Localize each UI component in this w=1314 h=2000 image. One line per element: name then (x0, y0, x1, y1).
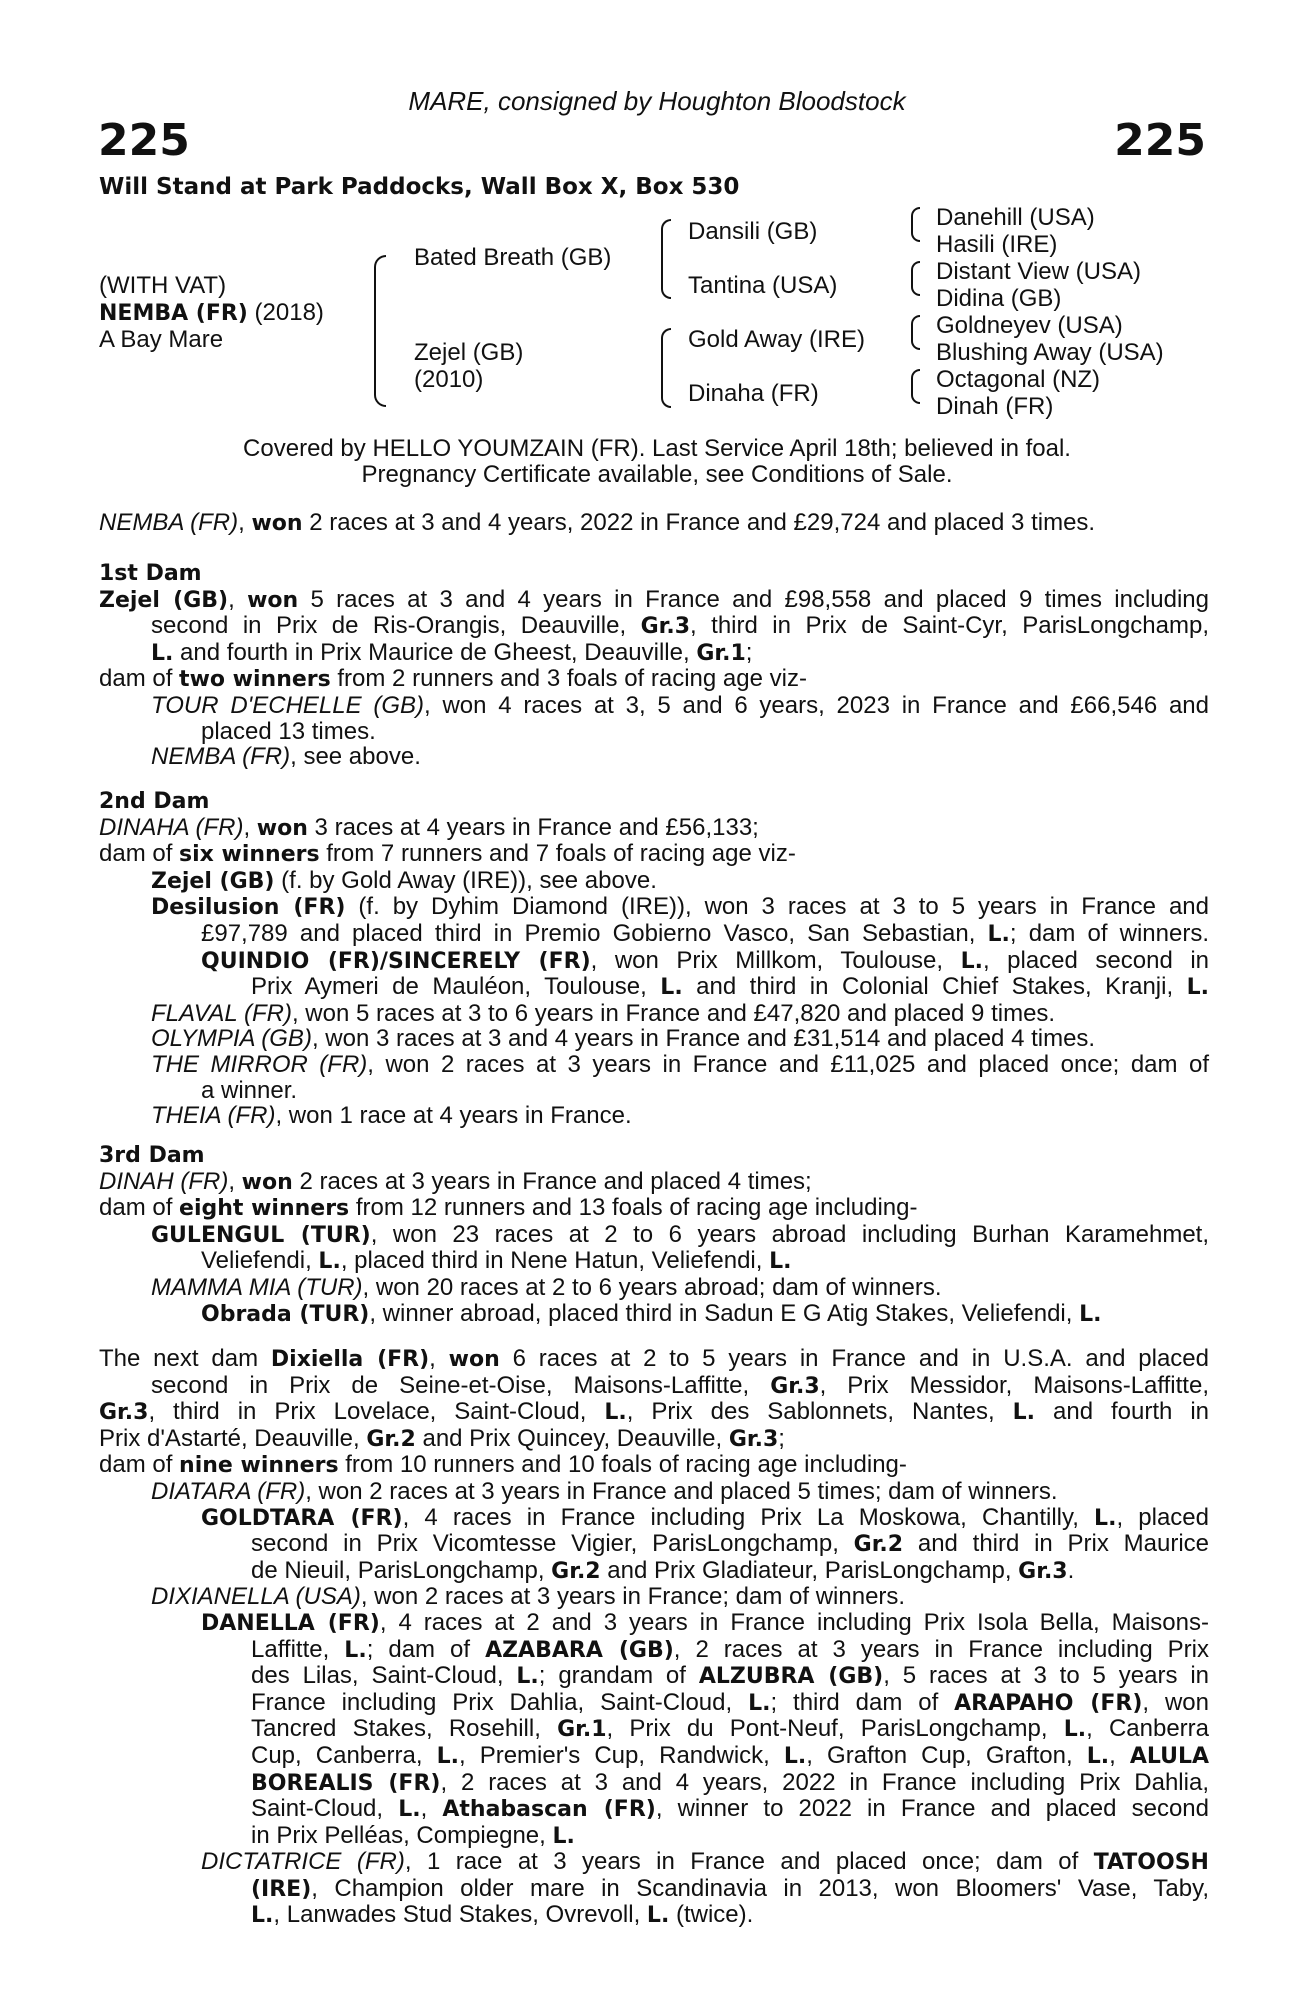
text-line (99, 1399, 1209, 1426)
text-segment: , 1 race at 3 years in France and placed once; dam of (404, 1848, 1094, 1876)
text-segment: NEMBA (FR) (151, 743, 291, 771)
text-segment: second in Prix de Seine-et-Oise, Maisons-Laffitte, (151, 1371, 771, 1399)
text-segment: Desilusion (FR) (151, 895, 346, 921)
text-segment: and Prix Gladiateur, ParisLongchamp, (600, 1556, 1019, 1584)
text-segment: , Prix Messidor, Maisons-Laffitte, (819, 1371, 1209, 1399)
text-segment: , won Prix Millkom, Toulouse, (590, 946, 961, 974)
stand-location: Will Stand at Park Paddocks, Wall Box X, Box 530 (99, 174, 740, 200)
text-segment: , Premier's Cup, Randwick, (458, 1741, 784, 1769)
summary-won: won (251, 511, 303, 536)
text-segment: £97,789 and placed third in Premio Gobierno Vasco, San Sebastian, (201, 919, 988, 947)
text-segment: , placed third in Nene Hatun, Veliefendi, (340, 1247, 770, 1275)
text-segment: L. (318, 1249, 341, 1275)
text-segment: Gr.3 (640, 614, 691, 640)
consignor-line: MARE, consigned by Houghton Bloodstock (408, 86, 906, 116)
text-segment: in Prix Pelléas, Compiegne, (251, 1821, 553, 1849)
text-segment: ; dam of (366, 1635, 486, 1663)
text-line (99, 868, 1209, 895)
horse-name-line (99, 299, 324, 327)
text-segment: Gr.3 (1018, 1558, 1068, 1584)
third-dam-section (99, 1143, 1209, 1327)
text-segment: , (1109, 1741, 1130, 1769)
text-segment: , won 2 races at 3 years in France; dam of winners. (360, 1583, 906, 1611)
text-segment: , won 2 races at 3 years in France and placed 5 times; dam of winners. (305, 1477, 1058, 1505)
text-segment: L. (436, 1743, 459, 1769)
text-segment: DINAHA (FR) (99, 813, 244, 841)
text-segment: dam of (99, 1194, 180, 1222)
next-dam-section (99, 1346, 1209, 1929)
text-line (99, 1716, 1209, 1743)
text-line (99, 587, 1209, 614)
sire: Bated Breath (GB) (414, 244, 612, 271)
text-line (99, 1531, 1209, 1558)
text-segment: , Grafton Cup, Grafton, (806, 1741, 1087, 1769)
text-segment: , (228, 1167, 242, 1195)
text-line (99, 744, 1209, 770)
text-segment: and Prix Quincey, Deauville, (415, 1424, 729, 1452)
text-segment: won (241, 1169, 293, 1195)
text-line (99, 1663, 1209, 1690)
pedigree-brace-3d (911, 369, 920, 404)
text-segment: FLAVAL (FR) (151, 999, 292, 1027)
text-segment: , Prix du Pont-Neuf, ParisLongchamp, (606, 1715, 1064, 1743)
text-segment: ; grandam of (538, 1662, 699, 1690)
text-segment: Dixiella (FR) (270, 1347, 430, 1372)
text-segment: L. (1063, 1717, 1087, 1743)
pedigree-brace-3c (911, 315, 920, 350)
text-segment: nine winners (179, 1453, 339, 1479)
text-segment: and third in Prix Maurice (903, 1530, 1209, 1558)
gen2-1: Dansili (GB) (688, 218, 818, 245)
text-segment: from 7 runners and 7 foals of racing age viz- (319, 840, 796, 868)
text-segment: , winner abroad, placed third in Sadun E G Atig Stakes, Veliefendi, (369, 1299, 1080, 1327)
text-segment: , (243, 813, 257, 841)
text-segment: , 5 races at 3 to 5 years in (883, 1662, 1209, 1690)
text-segment: Gr.2 (366, 1426, 416, 1452)
text-segment: (f. by Dyhim Diamond (IRE)), won 3 races at 3 to 5 years in France and (345, 893, 1210, 921)
text-segment: Laffitte, (251, 1635, 345, 1663)
text-segment: placed 13 times. (201, 717, 376, 745)
text-line (99, 1052, 1209, 1078)
text-segment: , won 1 race at 4 years in France. (275, 1102, 632, 1130)
text-segment: , won 23 races at 2 to 6 years abroad including Burhan Karamehmet, (370, 1220, 1210, 1248)
text-segment: (IRE) (251, 1876, 312, 1902)
text-segment: L. (398, 1797, 421, 1823)
text-segment: Cup, Canberra, (251, 1741, 437, 1769)
text-segment: , placed (1116, 1503, 1209, 1531)
text-line (99, 1479, 1209, 1505)
third-dam-heading: 3rd Dam (99, 1143, 205, 1168)
text-segment: , Lanwades Stud Stakes, Ovrevoll, (273, 1901, 647, 1929)
text-segment: Gr.3 (99, 1400, 149, 1426)
text-segment: won (256, 815, 308, 841)
gen3-3: Distant View (USA) (936, 258, 1141, 285)
text-segment: L. (251, 1903, 274, 1929)
text-line (99, 1743, 1209, 1770)
text-segment: and fourth in (1035, 1398, 1209, 1426)
text-segment: , won 20 races at 2 to 6 years abroad; dam of winners. (362, 1273, 942, 1301)
text-segment: , see above. (290, 743, 421, 771)
text-segment: , 2 races at 3 years in France including Prix (673, 1635, 1210, 1663)
text-segment: , (420, 1795, 443, 1823)
text-segment: DANELLA (FR) (201, 1610, 380, 1636)
text-line (99, 1346, 1209, 1373)
gen2-4: Dinaha (FR) (688, 380, 819, 407)
text-segment: GOLDTARA (FR) (201, 1505, 403, 1531)
text-segment: DIATARA (FR) (151, 1477, 306, 1505)
text-segment: Athabascan (FR) (442, 1797, 656, 1823)
text-segment: Gr.1 (557, 1717, 607, 1743)
dam-year: (2010) (414, 366, 484, 393)
text-line (99, 1902, 1209, 1929)
text-segment: L. (1094, 1505, 1117, 1531)
text-segment: from 2 runners and 3 foals of racing age viz- (330, 665, 807, 693)
text-line (99, 1796, 1209, 1823)
covering-line-2: Pregnancy Certificate available, see Conditions of Sale. (361, 461, 953, 488)
gen3-4: Didina (GB) (936, 285, 1062, 312)
text-segment: , third in Prix Lovelace, Saint-Cloud, (148, 1398, 605, 1426)
text-line (99, 1195, 1209, 1222)
first-dam-heading: 1st Dam (99, 561, 202, 586)
text-line (99, 613, 1209, 640)
text-line (99, 1001, 1209, 1027)
text-segment: L. (1079, 1301, 1102, 1327)
text-segment: Prix Aymeri de Mauléon, Toulouse, (251, 973, 661, 1001)
text-segment: BOREALIS (FR) (251, 1770, 441, 1796)
text-segment: DIXIANELLA (USA) (151, 1583, 361, 1611)
text-segment: Obrada (TUR) (201, 1301, 370, 1327)
text-segment: from 12 runners and 13 foals of racing age including- (349, 1194, 918, 1222)
text-segment: L. (960, 948, 983, 974)
text-segment: , won 2 races at 3 years in France and £11,025 and placed once; dam of (367, 1050, 1210, 1078)
text-segment: , 4 races in France including Prix La Moskowa, Chantilly, (402, 1503, 1095, 1531)
gen3-1: Danehill (USA) (936, 204, 1095, 231)
text-segment: THEIA (FR) (151, 1102, 276, 1130)
text-segment: eight winners (179, 1196, 350, 1222)
text-segment: (f. by Gold Away (IRE)), see above. (274, 866, 657, 894)
text-segment: , (429, 1345, 449, 1372)
text-segment: TOUR D'ECHELLE (GB) (151, 691, 425, 719)
text-segment: L. (987, 921, 1010, 947)
text-segment: a winner. (201, 1076, 298, 1104)
text-line (99, 1610, 1209, 1637)
text-segment: won (247, 587, 299, 613)
text-segment: L. (769, 1249, 792, 1275)
text-segment: , (228, 585, 248, 613)
text-segment: , 2 races at 3 and 4 years, 2022 in France including Prix Dahlia, (440, 1768, 1209, 1796)
text-segment: Gr.3 (728, 1426, 779, 1452)
text-segment: MAMMA MIA (TUR) (151, 1273, 363, 1301)
text-segment: dam of (99, 665, 180, 693)
text-segment: , won 3 races at 3 and 4 years in France and £31,514 and placed 4 times. (311, 1025, 1096, 1053)
summary-text: 2 races at 3 and 4 years, 2022 in France and £29,724 and placed 3 times. (302, 509, 1096, 536)
pedigree-brace-2b (661, 328, 671, 408)
text-line (99, 1452, 1209, 1479)
text-segment: , Champion older mare in Scandinavia in 2013, won Bloomers' Vase, Taby, (311, 1874, 1209, 1902)
text-segment: L. (646, 1903, 670, 1929)
text-line (99, 1584, 1209, 1610)
text-line (99, 1849, 1209, 1876)
text-segment: Saint-Cloud, (251, 1795, 399, 1823)
text-segment: TATOOSH (1093, 1850, 1209, 1876)
text-segment: Gr.2 (853, 1532, 904, 1558)
text-segment: and third in Colonial Chief Stakes, Kranji, (682, 973, 1187, 1001)
text-line (99, 1426, 1209, 1453)
gen2-2: Tantina (USA) (688, 272, 838, 299)
text-segment: second in Prix de Ris-Orangis, Deauville, (151, 612, 641, 640)
text-segment: from 10 runners and 10 foals of racing age including- (338, 1451, 907, 1479)
text-segment: L. (1186, 975, 1209, 1001)
pedigree-brace-2a (661, 219, 671, 299)
gen3-6: Blushing Away (USA) (936, 339, 1164, 366)
text-line (99, 1248, 1209, 1275)
pedigree-brace-3b (911, 261, 920, 296)
gen3-5: Goldneyev (USA) (936, 312, 1123, 339)
text-segment: ; (745, 638, 753, 666)
text-line (99, 948, 1209, 975)
text-segment: Zejel (GB) (99, 587, 229, 613)
first-dam-section (99, 561, 1209, 770)
text-segment: , won (1142, 1688, 1209, 1716)
text-segment: 6 races at 2 to 5 years in France and in U.S.A. and placed (499, 1345, 1209, 1372)
text-line (99, 1690, 1209, 1717)
text-segment: de Nieuil, ParisLongchamp, (251, 1556, 552, 1584)
dam: Zejel (GB) (414, 339, 524, 366)
horse-description: A Bay Mare (99, 326, 224, 353)
text-segment: France including Prix Dahlia, Saint-Cloud, (251, 1688, 749, 1716)
text-segment: L. (748, 1690, 771, 1716)
text-line (99, 1222, 1209, 1249)
gen3-7: Octagonal (NZ) (936, 366, 1101, 393)
gen3-8: Dinah (FR) (936, 393, 1054, 420)
text-segment: , placed second in (982, 946, 1209, 974)
text-segment: 2 races at 3 years in France and placed 4 times; (292, 1167, 812, 1195)
text-segment: L. (344, 1637, 367, 1663)
text-segment: The next dam (99, 1345, 271, 1372)
text-segment: , 4 races at 2 and 3 years in France including Prix Isola Bella, Maisons- (379, 1608, 1209, 1636)
lot-number-right: 225 (1114, 115, 1206, 166)
text-segment: DINAH (FR) (99, 1167, 229, 1195)
text-segment: Veliefendi, (201, 1247, 319, 1275)
text-segment: L. (604, 1400, 627, 1426)
text-segment: , third in Prix de Saint-Cyr, ParisLongchamp, (690, 612, 1209, 640)
text-segment: (twice). (669, 1901, 754, 1929)
text-segment: 3 races at 4 years in France and £56,133; (307, 813, 759, 841)
text-segment: , won 4 races at 3, 5 and 6 years, 2023 in France and £66,546 and (424, 691, 1209, 719)
text-segment: and fourth in Prix Maurice de Gheest, Deauville, (173, 638, 697, 666)
text-segment: , winner to 2022 in France and placed second (655, 1795, 1209, 1823)
text-segment: DICTATRICE (FR) (201, 1848, 405, 1876)
text-segment: ; (778, 1424, 785, 1452)
text-segment: ; dam of winners. (1009, 919, 1209, 947)
horse-year: (2018) (254, 299, 324, 326)
text-line (99, 894, 1209, 921)
text-segment: , Prix des Sablonnets, Nantes, (626, 1398, 1013, 1426)
text-line (99, 841, 1209, 868)
second-dam-section (99, 789, 1209, 1129)
text-segment: Zejel (GB) (151, 868, 275, 894)
text-line (99, 1103, 1209, 1129)
text-segment: . (1067, 1556, 1075, 1584)
text-segment: ALZUBRA (GB) (698, 1664, 884, 1690)
lot-number-left: 225 (98, 115, 190, 166)
text-segment: OLYMPIA (GB) (151, 1025, 312, 1053)
text-line (99, 1169, 1209, 1196)
pedigree-brace-1 (374, 255, 386, 407)
text-line (99, 1275, 1209, 1301)
text-segment: dam of (99, 840, 180, 868)
second-dam-heading: 2nd Dam (99, 789, 210, 814)
text-segment: ; third dam of (770, 1688, 955, 1716)
text-line (99, 1558, 1209, 1585)
text-line (99, 1026, 1209, 1052)
text-segment: Prix d'Astarté, Deauville, (99, 1424, 367, 1452)
text-segment: ALULA (1129, 1743, 1209, 1769)
text-line (99, 1373, 1209, 1400)
horse-summary (99, 510, 1209, 537)
gen3-2: Hasili (IRE) (936, 231, 1058, 258)
text-segment: Gr.3 (770, 1373, 820, 1399)
text-line (99, 1876, 1209, 1903)
text-segment: ARAPAHO (FR) (954, 1690, 1143, 1716)
gen2-3: Gold Away (IRE) (688, 326, 865, 353)
covering-line-1: Covered by HELLO YOUMZAIN (FR). Last Service April 18th; believed in foal. (243, 435, 1071, 462)
text-line (99, 1301, 1209, 1328)
vat-note: (WITH VAT) (99, 272, 227, 299)
text-segment: , Canberra (1086, 1715, 1209, 1743)
text-segment: 5 races at 3 and 4 years in France and £98,558 and placed 9 times including (298, 585, 1209, 613)
text-segment: GULENGUL (TUR) (151, 1222, 371, 1248)
text-line (99, 921, 1209, 948)
covering-note (0, 436, 1314, 488)
text-segment: AZABARA (GB) (485, 1637, 674, 1663)
text-segment: L. (151, 640, 174, 666)
text-line (99, 640, 1209, 667)
text-line (99, 974, 1209, 1001)
text-line (99, 693, 1209, 719)
text-line (99, 666, 1209, 693)
text-segment: THE MIRROR (FR) (151, 1050, 368, 1078)
summary-name: NEMBA (FR) (99, 509, 239, 536)
text-segment: two winners (179, 667, 331, 693)
text-segment: second in Prix Vicomtesse Vigier, ParisLongchamp, (251, 1530, 854, 1558)
pedigree-brace-3a (911, 207, 920, 242)
text-segment: dam of (99, 1451, 180, 1479)
text-segment: six winners (179, 842, 320, 868)
text-segment: L. (783, 1743, 807, 1769)
text-segment: , won 5 races at 3 to 6 years in France and £47,820 and placed 9 times. (291, 999, 1056, 1027)
text-segment: QUINDIO (FR)/SINCERELY (FR) (201, 948, 591, 974)
text-segment: Gr.2 (551, 1558, 601, 1584)
horse-name: NEMBA (FR) (99, 301, 248, 326)
text-segment: L. (660, 975, 683, 1001)
text-segment: won (448, 1347, 500, 1372)
text-line (99, 1505, 1209, 1532)
text-line (99, 1770, 1209, 1797)
text-segment: L. (552, 1823, 575, 1849)
text-segment: des Lilas, Saint-Cloud, (251, 1662, 517, 1690)
text-line: NEMBA (FR), won 2 races at 3 and 4 years, 2022 in France and £29,724 and placed 3 times. (99, 509, 1096, 536)
text-segment: Tancred Stakes, Rosehill, (251, 1715, 558, 1743)
text-line (99, 1823, 1209, 1850)
text-segment: Gr.1 (696, 640, 746, 666)
text-segment: L. (1086, 1743, 1110, 1769)
text-line (99, 815, 1209, 842)
text-line (99, 1637, 1209, 1664)
text-segment: L. (516, 1664, 539, 1690)
text-segment: L. (1012, 1400, 1036, 1426)
